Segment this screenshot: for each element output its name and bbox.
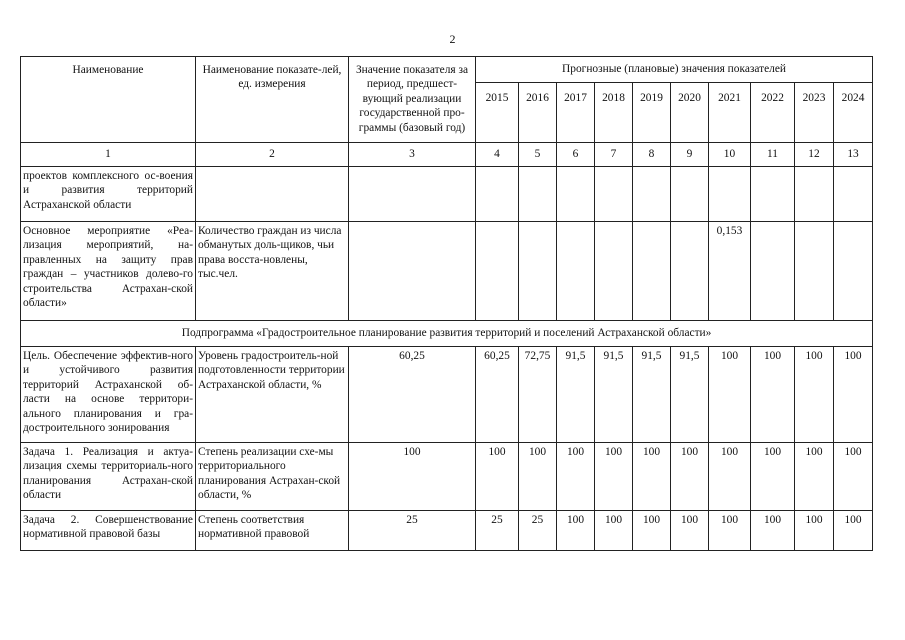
- row-value: 25: [476, 511, 519, 551]
- indicators-table: [20, 56, 873, 551]
- header-year: 2017: [557, 83, 595, 143]
- table-row: [21, 443, 873, 511]
- header-indicator: Наименование показате-лей, ед. измерения: [196, 57, 349, 143]
- row-base-value: 60,25: [349, 347, 476, 443]
- header-year: 2018: [595, 83, 633, 143]
- row-value: 72,75: [519, 347, 557, 443]
- row-value: 100: [709, 347, 751, 443]
- column-number: 13: [834, 143, 873, 167]
- row-value: [595, 167, 633, 222]
- column-number: 6: [557, 143, 595, 167]
- row-value: 0,153: [709, 222, 751, 321]
- header-name: Наименование: [21, 57, 196, 143]
- row-value: [671, 222, 709, 321]
- row-value: 100: [476, 443, 519, 511]
- row-value: 100: [671, 443, 709, 511]
- column-number: 9: [671, 143, 709, 167]
- row-value: 100: [795, 511, 834, 551]
- row-value: 100: [834, 511, 873, 551]
- row-name: Основное мероприятие «Реа-лизация мероприятий, на-правленных на защиту прав граждан – участников долево-го строительства Астрахан-ской области»: [21, 222, 196, 321]
- header-year: 2021: [709, 83, 751, 143]
- row-value: [633, 222, 671, 321]
- column-number: 8: [633, 143, 671, 167]
- header-base-value: Значение показателя за период, предшест-вующий реализации государственной про-граммы (базовый год): [349, 57, 476, 143]
- column-number: 5: [519, 143, 557, 167]
- column-number: 1: [21, 143, 196, 167]
- row-value: [834, 167, 873, 222]
- row-value: 25: [519, 511, 557, 551]
- header-year: 2019: [633, 83, 671, 143]
- table-row: [21, 167, 873, 222]
- page-number: 2: [449, 32, 456, 46]
- row-value: 100: [751, 443, 795, 511]
- column-number: 11: [751, 143, 795, 167]
- row-indicator: Количество граждан из числа обманутых доль-щиков, чьи права восста-новлены, тыс.чел.: [196, 222, 349, 321]
- row-indicator: Уровень градостроитель-ной подготовленности территории Астраханской области, %: [196, 347, 349, 443]
- row-value: [557, 222, 595, 321]
- row-value: [751, 167, 795, 222]
- header-year: 2016: [519, 83, 557, 143]
- header-year: 2022: [751, 83, 795, 143]
- row-value: 91,5: [557, 347, 595, 443]
- row-indicator: Степень реализации схе-мы территориального планирования Астрахан-ской области, %: [196, 443, 349, 511]
- header-year: 2023: [795, 83, 834, 143]
- row-value: 91,5: [633, 347, 671, 443]
- header-year: 2015: [476, 83, 519, 143]
- row-value: 91,5: [595, 347, 633, 443]
- row-value: 100: [671, 511, 709, 551]
- row-value: 91,5: [671, 347, 709, 443]
- row-value: [519, 167, 557, 222]
- row-value: 100: [595, 443, 633, 511]
- row-base-value: [349, 167, 476, 222]
- row-value: [795, 167, 834, 222]
- column-number: 12: [795, 143, 834, 167]
- row-value: 100: [557, 443, 595, 511]
- row-value: [476, 222, 519, 321]
- row-value: 100: [751, 511, 795, 551]
- row-value: [709, 167, 751, 222]
- row-value: 100: [709, 511, 751, 551]
- row-value: 100: [795, 347, 834, 443]
- column-number: 2: [196, 143, 349, 167]
- row-name: Цель. Обеспечение эффектив-ного и устойчивого развития территорий Астраханской об-ласти на основе территори-ального планирования и гра-достроительного зонирования: [21, 347, 196, 443]
- header-forecast: Прогнозные (плановые) значения показателей: [476, 57, 873, 83]
- row-value: [476, 167, 519, 222]
- row-indicator: Степень соответствия нормативной правовой: [196, 511, 349, 551]
- row-value: 100: [557, 511, 595, 551]
- row-name: Задача 2. Совершенствование нормативной правовой базы: [21, 511, 196, 551]
- row-base-value: 100: [349, 443, 476, 511]
- row-value: [519, 222, 557, 321]
- table-row: [21, 347, 873, 443]
- table-row: [21, 222, 873, 321]
- subprogram-row: [21, 321, 873, 347]
- row-value: 100: [834, 443, 873, 511]
- row-value: 100: [633, 511, 671, 551]
- row-name: Задача 1. Реализация и актуа-лизация схемы территориаль-ного планирования Астрахан-ской области: [21, 443, 196, 511]
- column-number: 4: [476, 143, 519, 167]
- row-value: 60,25: [476, 347, 519, 443]
- row-value: [751, 222, 795, 321]
- row-value: 100: [595, 511, 633, 551]
- table-row: [21, 511, 873, 551]
- row-name: проектов комплексного ос-воения и развития территорий Астраханской области: [21, 167, 196, 222]
- column-number: 3: [349, 143, 476, 167]
- row-value: 100: [633, 443, 671, 511]
- row-value: [671, 167, 709, 222]
- header-year: 2020: [671, 83, 709, 143]
- row-base-value: [349, 222, 476, 321]
- row-value: [834, 222, 873, 321]
- row-value: 100: [519, 443, 557, 511]
- row-value: 100: [709, 443, 751, 511]
- column-number: 10: [709, 143, 751, 167]
- column-number-row: [21, 143, 873, 167]
- subprogram-title: Подпрограмма «Градостроительное планирование развития территорий и поселений Астраханской области»: [21, 321, 873, 347]
- row-base-value: 25: [349, 511, 476, 551]
- column-number: 7: [595, 143, 633, 167]
- row-value: [557, 167, 595, 222]
- header-year: 2024: [834, 83, 873, 143]
- row-value: 100: [834, 347, 873, 443]
- row-value: [795, 222, 834, 321]
- row-value: [595, 222, 633, 321]
- row-value: [633, 167, 671, 222]
- row-value: 100: [751, 347, 795, 443]
- row-indicator: [196, 167, 349, 222]
- row-value: 100: [795, 443, 834, 511]
